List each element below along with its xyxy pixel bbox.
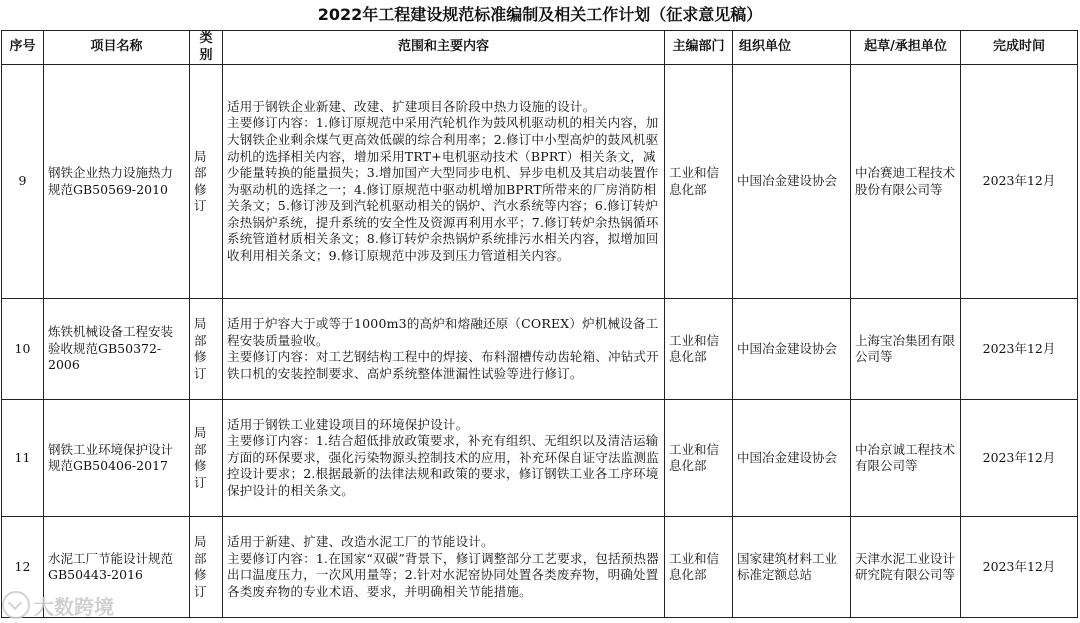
row-scope: 适用于钢铁企业新建、改建、扩建项目各阶段中热力设施的设计。 主要修订内容：1.修订原规范中采用汽轮机作为鼓风机驱动机的相关内容，加大钢铁企业剩余煤气更高效低碳的综合利用率；2.修订中小型高炉的鼓风机驱动机的选择相关内容，增加采用TRT+电机驱动技术（BPRT）相关条文，减少能量转换的能量损失；3.增加国产大型同步电机、异步电机及其启动装置作为驱动机的选择之一；4.修订原规范中驱动机增加BPRT所带来的厂房消防相关条文；5.修订涉及到汽轮机驱动相关的锅炉、汽水系统等内容；6.修订转炉余热锅炉系统，提升系统的安全性及资源再利用水平；7.修订转炉余热锅循环系统管道材质相关条文；8.修订转炉余热锅炉系统排污水相关内容，拟增加回收利用相关条文；9.修订原规范中涉及到压力管道相关内容。 xyxy=(223,65,665,299)
row-org: 国家建筑材料工业标准定额总站 xyxy=(733,517,851,618)
header-org: 组织单位 xyxy=(733,31,851,65)
row-deadline: 2023年12月 xyxy=(961,517,1078,618)
row-drafter: 上海宝冶集团有限公司等 xyxy=(851,299,961,400)
row-name: 水泥工厂节能设计规范GB50443-2016 xyxy=(44,517,190,618)
watermark-logo-icon xyxy=(2,591,30,619)
page-title: 2022年工程建设规范标准编制及相关工作计划（征求意见稿） xyxy=(317,5,763,24)
header-dept: 主编部门 xyxy=(665,31,733,65)
plan-table xyxy=(1,30,1078,618)
row-seq: 12 xyxy=(2,517,44,618)
row-org: 中国冶金建设协会 xyxy=(733,65,851,299)
row-drafter: 中冶京诚工程技术有限公司等 xyxy=(851,400,961,517)
row-type: 局部修订 xyxy=(190,400,223,517)
row-name: 炼铁机械设备工程安装验收规范GB50372-2006 xyxy=(44,299,190,400)
row-seq: 11 xyxy=(2,400,44,517)
row-org: 中国冶金建设协会 xyxy=(733,400,851,517)
row-drafter: 中冶赛迪工程技术股份有限公司等 xyxy=(851,65,961,299)
row-scope: 适用于炉容大于或等于1000m3的高炉和熔融还原（COREX）炉机械设备工程安装质量验收。 主要修订内容：对工艺钢结构工程中的焊接、布料溜槽传动齿轮箱、冲钻式开铁口机的安装控制要求、高炉系统整体泄漏性试验等进行修订。 xyxy=(223,299,665,400)
row-name: 钢铁工业环境保护设计规范GB50406-2017 xyxy=(44,400,190,517)
header-deadline: 完成时间 xyxy=(961,31,1078,65)
row-seq: 9 xyxy=(2,65,44,299)
row-seq: 10 xyxy=(2,299,44,400)
row-org: 中国冶金建设协会 xyxy=(733,299,851,400)
row-scope: 适用于新建、扩建、改造水泥工厂的节能设计。 主要修订内容：1.在国家“双碳”背景下，修订调整部分工艺要求，包括预热器出口温度压力，一次风用量等；2.针对水泥窑协同处置各类废弃物，明确处置各类废弃物的专业术语、要求，并明确相关节能措施。 xyxy=(223,517,665,618)
table-header-row xyxy=(2,31,1078,65)
row-dept: 工业和信息化部 xyxy=(665,299,733,400)
row-deadline: 2023年12月 xyxy=(961,299,1078,400)
row-scope: 适用于钢铁工业建设项目的环境保护设计。 主要修订内容：1.结合超低排放政策要求，补充有组织、无组织以及清洁运输方面的环保要求，强化污染物源头控制技术的应用，补充环保自证守法监测监控设计要求；2.根据最新的法律法规和政策的要求，修订钢铁工业各工序环境保护设计的相关条文。 xyxy=(223,400,665,517)
table-row xyxy=(2,400,1078,517)
row-name: 钢铁企业热力设施热力规范GB50569-2010 xyxy=(44,65,190,299)
watermark-text: 大数跨境 xyxy=(34,594,114,619)
row-dept: 工业和信息化部 xyxy=(665,400,733,517)
row-drafter: 天津水泥工业设计研究院有限公司等 xyxy=(851,517,961,618)
header-type: 类别 xyxy=(190,31,223,65)
row-type: 局部修订 xyxy=(190,65,223,299)
table-row xyxy=(2,299,1078,400)
row-deadline: 2023年12月 xyxy=(961,65,1078,299)
table-row xyxy=(2,65,1078,299)
row-dept: 工业和信息化部 xyxy=(665,517,733,618)
watermark xyxy=(2,590,142,620)
header-drafter: 起草/承担单位 xyxy=(851,31,961,65)
header-name: 项目名称 xyxy=(44,31,190,65)
header-scope: 范围和主要内容 xyxy=(223,31,665,65)
row-deadline: 2023年12月 xyxy=(961,400,1078,517)
row-dept: 工业和信息化部 xyxy=(665,65,733,299)
header-seq: 序号 xyxy=(2,31,44,65)
table-row xyxy=(2,517,1078,618)
row-type: 局部修订 xyxy=(190,299,223,400)
row-type: 局部修订 xyxy=(190,517,223,618)
